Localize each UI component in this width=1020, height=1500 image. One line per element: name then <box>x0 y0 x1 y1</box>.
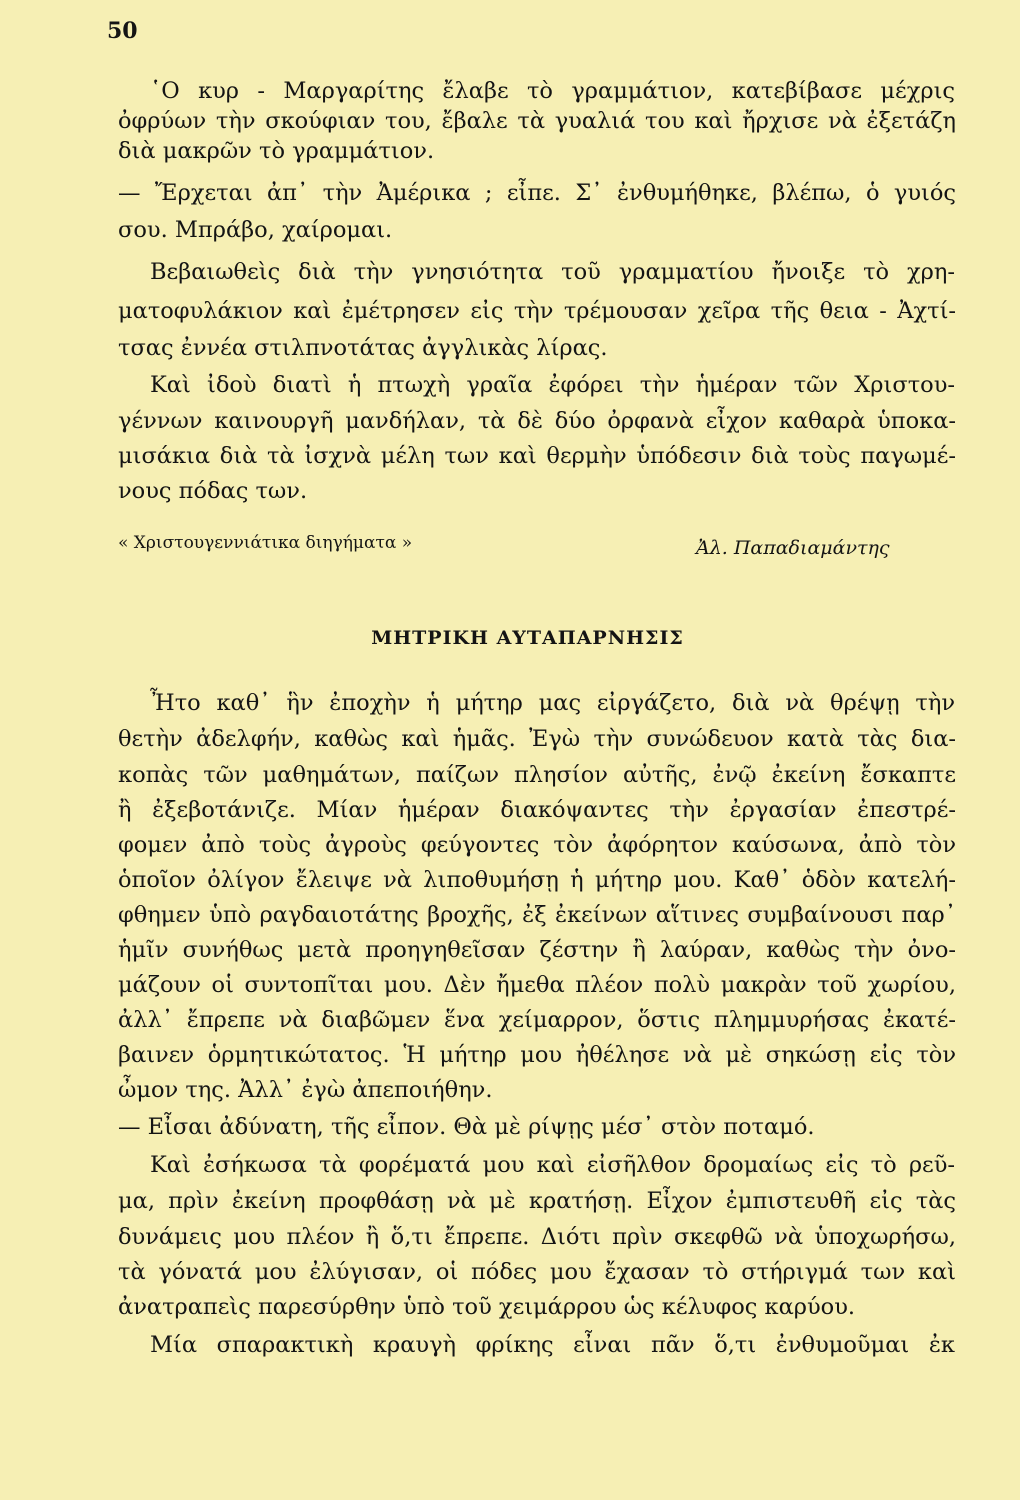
story1-line: τσας ἐννέα στιλπνοτάτας ἀγγλικὰς λίρας. <box>118 335 608 361</box>
story2-line: τὰ γόνατά μου ἐλύγισαν, οἱ πόδες μου ἔχασαν τὸ στήριγμά των καὶ <box>118 1259 956 1285</box>
story2-line: θετὴν ἀδελφήν, καθὼς καὶ ἡμᾶς. Ἐγὼ τὴν συνώδευον κατὰ τὰς δια- <box>118 726 956 752</box>
story1-line: Βεβαιωθεὶς διὰ τὴν γνησιότητα τοῦ γραμματίου ἤνοιξε τὸ χρη- <box>150 259 955 285</box>
page-number: 50 <box>107 18 138 44</box>
section-heading: ΜΗΤΡΙΚΗ ΑΥΤΑΠΑΡΝΗΣΙΣ <box>371 627 684 649</box>
source-citation: « Χριστουγεννιάτικα διηγήματα » <box>118 533 413 553</box>
story1-line: ματοφυλάκιον καὶ ἐμέτρησεν εἰς τὴν τρέμουσαν χεῖρα τῆς θεια - Ἀχτί- <box>118 298 956 324</box>
story2-line: μα, πρὶν ἐκείνη προφθάσῃ νὰ μὲ κρατήσῃ. Εἶχον ἐμπιστευθῆ εἰς τὰς <box>118 1188 956 1214</box>
story1-line: Καὶ ἰδοὺ διατὶ ἡ πτωχὴ γραῖα ἐφόρει τὴν ἡμέραν τῶν Χριστου- <box>150 372 955 398</box>
story2-line: βαινεν ὁρμητικώτατος. Ἡ μήτηρ μου ἠθέλησε νὰ μὲ σηκώσῃ εἰς τὸν <box>118 1042 956 1068</box>
author-name: Ἀλ. Παπαδιαμάντης <box>696 537 890 559</box>
story2-line: — Εἶσαι ἀδύνατη, τῆς εἶπον. Θὰ μὲ ρίψῃς μέσ᾽ στὸν ποταμό. <box>118 1114 815 1140</box>
story2-line: κοπὰς τῶν μαθημάτων, παίζων πλησίον αὐτῆς, ἐνῷ ἐκείνη ἔσκαπτε <box>118 762 956 788</box>
story2-line: ἡμῖν συνήθως μετὰ προηγηθεῖσαν ζέστην ἢ λαύραν, καθὼς τὴν ὀνο- <box>118 937 956 963</box>
story2-line: Καὶ ἐσήκωσα τὰ φορέματά μου καὶ εἰσῆλθον δρομαίως εἰς τὸ ρεῦ- <box>150 1152 955 1178</box>
story2-line: ἢ ἐξεβοτάνιζε. Μίαν ἡμέραν διακόψαντες τὴν ἐργασίαν ἐπεστρέ- <box>118 797 956 823</box>
story2-line: ἀλλ᾽ ἔπρεπε νὰ διαβῶμεν ἕνα χείμαρρον, ὅστις πλημμυρήσας ἐκατέ- <box>118 1007 956 1033</box>
story1-line: μισάκια διὰ τὰ ἰσχνὰ μέλη των καὶ θερμὴν ὑπόδεσιν διὰ τοὺς παγωμέ- <box>118 443 956 469</box>
story2-line: φομεν ἀπὸ τοὺς ἀγροὺς φεύγοντες τὸν ἀφόρητον καύσωνα, ἀπὸ τὸν <box>118 832 956 858</box>
story2-line: ὦμον της. Ἀλλ᾽ ἐγὼ ἀπεποιήθην. <box>118 1077 493 1103</box>
story1-line: σου. Μπράβο, χαίρομαι. <box>118 217 393 243</box>
story2-line: φθημεν ὑπὸ ραγδαιοτάτης βροχῆς, ἐξ ἐκείνων αἵτινες συμβαίνουσι παρ᾽ <box>118 902 956 928</box>
story2-line: ἀνατραπεὶς παρεσύρθην ὑπὸ τοῦ χειμάρρου ὡς κέλυφος καρύου. <box>118 1294 856 1320</box>
story1-line: ῾Ο κυρ - Μαργαρίτης ἔλαβε τὸ γραμμάτιον, κατεβίβασε μέχρις <box>150 78 955 104</box>
story1-line: διὰ μακρῶν τὸ γραμμάτιον. <box>118 138 435 164</box>
story1-line: — Ἔρχεται ἀπ᾽ τὴν Ἀμέρικα ; εἶπε. Σ᾽ ἐνθυμήθηκε, βλέπω, ὁ γυιός <box>118 180 956 206</box>
story1-line: γέννων καινουργῆ μανδήλαν, τὰ δὲ δύο ὀρφανὰ εἶχον καθαρὰ ὑποκα- <box>118 408 956 434</box>
story2-line: δυνάμεις μου πλέον ἢ ὅ,τι ἔπρεπε. Διότι πρὶν σκεφθῶ νὰ ὑποχωρήσω, <box>118 1224 956 1250</box>
story2-line: ὁποῖον ὀλίγον ἔλειψε νὰ λιποθυμήσῃ ἡ μήτηρ μου. Καθ᾽ ὁδὸν κατελή- <box>118 867 956 893</box>
story2-line: μάζουν οἱ συντοπῖται μου. Δὲν ἤμεθα πλέον πολὺ μακρὰν τοῦ χωρίου, <box>118 972 956 998</box>
story1-line: νους πόδας των. <box>118 478 308 504</box>
story2-line: Ἦτο καθ᾽ ἣν ἐποχὴν ἡ μήτηρ μας εἰργάζετο, διὰ νὰ θρέψῃ τὴν <box>150 690 955 716</box>
story1-line: ὀφρύων τὴν σκούφιαν του, ἔβαλε τὰ γυαλιά του καὶ ἤρχισε νὰ ἐξετάζη <box>118 108 956 134</box>
story2-line: Μία σπαρακτικὴ κραυγὴ φρίκης εἶναι πᾶν ὅ,τι ἐνθυμοῦμαι ἐκ <box>150 1332 955 1358</box>
